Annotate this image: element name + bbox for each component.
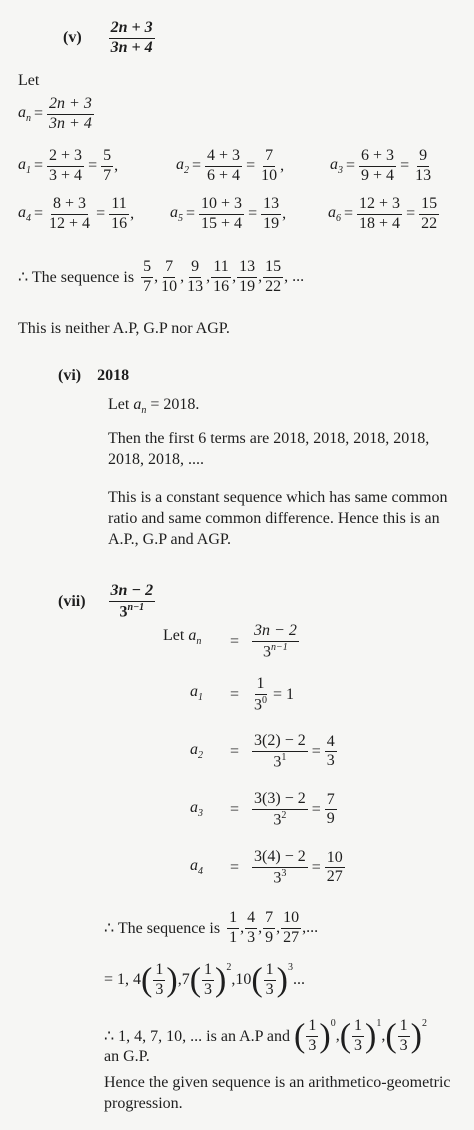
term-a6: $a_6$ = $\frac{12 + 3}{18 + 4}$ = $\frac{15}{22}$ — [328, 195, 438, 232]
part-v-fraction — [109, 20, 155, 57]
part-vii-label: (vii) — [58, 592, 86, 610]
term-a5: $a_5$ = $\frac{10 + 3}{15 + 4}$ = $\frac{13}{19}$ , — [170, 195, 287, 232]
hence-conclusion: Hence the given sequence is an arithmetico-geometric progression. — [104, 1074, 451, 1113]
gp-tail: an G.P. — [104, 1048, 150, 1065]
constant-sequence-text: This is a constant sequence which has same common ratio and same common difference. Hence this is an A.P., G.P and AGP. — [108, 489, 448, 549]
part-v-denominator: 3n + 4 — [110, 38, 153, 56]
an-denominator: 3n + 4 — [49, 114, 92, 132]
general-term-vii-rhs: = $\frac{3n - 2}{3^{n-1}}$ — [230, 622, 297, 661]
term-vii-a1: $a_1$ — [190, 683, 203, 704]
part-vi-value: 2018 — [97, 367, 130, 384]
term-a3: $a_3$ = $\frac{6 + 3}{9 + 4}$ = $\frac{9}{13}$ — [330, 147, 432, 184]
part-vi-heading — [58, 367, 129, 385]
sequence-v: ∴ The sequence is $\frac{5}{7}$ , $\frac{7}{10}$ , $\frac{9}{13}$ , $\frac{11}{16}$ , $\frac{13}{19}$ , $\frac{15}{22}$ , ... — [18, 258, 305, 295]
term-vii-a4-rhs: = $\frac{3(4) - 2}{3^3}$ = $\frac{10}{27}$ — [230, 848, 343, 887]
then-first-terms: Then the first 6 terms are 2018, 2018, 2018, 2018, 2018, 2018, .... — [108, 430, 430, 469]
part-vii-heading: (vii) $\frac{3n - 2}{3^{n-1}}$ — [58, 582, 154, 621]
expanded-sequence: = 1, 4( $\frac{1}{3}$ ),7( $\frac{1}{3}$ )$^2$,10( $\frac{1}{3}$ )$^3$... — [104, 961, 305, 999]
conclusion-v: This is neither A.P, G.P nor AGP. — [18, 320, 230, 337]
part-v-numerator: 2n + 3 — [109, 20, 155, 39]
term-vii-a1-rhs: = $\frac{1}{3^0}$ = 1 — [230, 675, 295, 714]
term-a2: $a_2$ = $\frac{4 + 3}{6 + 4}$ = $\frac{7}{10}$ , — [176, 147, 285, 184]
part-vi-label: (vi) — [58, 367, 82, 384]
part-v-heading — [63, 20, 156, 57]
term-vii-a2: $a_2$ — [190, 741, 203, 762]
part-vii-numerator: 3n − 2 — [109, 583, 156, 602]
term-vii-a3: $a_3$ — [190, 799, 203, 820]
term-vii-a2-rhs: = $\frac{3(2) - 2}{3^1}$ = $\frac{4}{3}$ — [230, 732, 335, 771]
ap-gp-line: ∴ 1, 4, 7, 10, ... is an A.P and ( $\frac{1}{3}$ )$^0$,( $\frac{1}{3}$ )$^1$,( $\frac{1}{3}$ )$^2$ — [104, 1017, 427, 1055]
an-numerator: 2n + 3 — [47, 96, 94, 115]
sequence-vii: ∴ The sequence is $\frac{1}{1}$ , $\frac{4}{3}$ , $\frac{7}{9}$ , $\frac{10}{27}$ ,... — [104, 909, 319, 946]
term-vii-a4: $a_4$ — [190, 857, 203, 878]
term-a4: $a_4$ = $\frac{8 + 3}{12 + 4}$ = $\frac{11}{16}$ , — [18, 195, 135, 232]
let-an-2018: Let $a_n = 2018$. — [108, 396, 200, 417]
term-a1: $a_1$ = $\frac{2 + 3}{3 + 4}$ = $\frac{5}{7}$ , — [18, 147, 119, 184]
general-term-v: $a_n$ = $\frac{2n + 3}{3n + 4}$ — [18, 95, 92, 132]
let-text: Let — [18, 72, 40, 89]
part-v-label: (v) — [63, 29, 82, 47]
general-term-vii: Let $a_n$ — [163, 627, 202, 648]
term-vii-a3-rhs: = $\frac{3(3) - 2}{3^2}$ = $\frac{7}{9}$ — [230, 790, 335, 829]
